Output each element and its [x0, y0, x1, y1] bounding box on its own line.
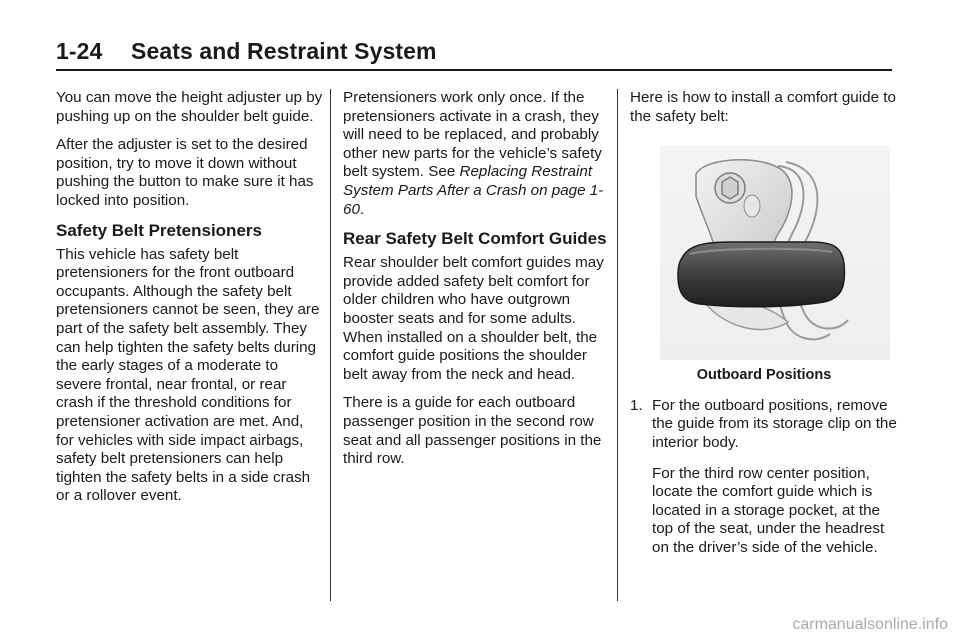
step-1-text: For the outboard positions, remove the guide from its storage clip on the interior body. — [652, 396, 897, 451]
paragraph-comfort-guides: Rear shoulder belt comfort guides may provide added safety belt comfort for older children who have outgrown booster seats and for some adults. When installed on a shoulder belt, the comfort guide positions the shoulder belt away from the neck and head. — [343, 254, 604, 383]
section-title: Seats and Restraint System — [131, 38, 437, 64]
column-divider-2 — [617, 89, 618, 601]
step-1-subtext: For the third row center position, locate the comfort guide which is located in a storage pocket, at the top of the seat, under the headrest on the driver’s side of the vehicle. — [652, 464, 885, 556]
comfort-guide-drawing — [660, 146, 890, 360]
pretensioners-text-end: . — [359, 200, 365, 218]
paragraph-guide-positions: There is a guide for each outboard passenger position in the second row seat and all passenger positions in the third row. — [343, 394, 602, 468]
comfort-guide-illustration — [660, 146, 890, 360]
paragraph-install-intro: Here is how to install a comfort guide to the safety belt: — [630, 89, 896, 125]
figure-caption: Outboard Positions — [696, 367, 832, 384]
heading-pretensioners: Safety Belt Pretensioners — [56, 220, 262, 240]
column-2 — [343, 89, 611, 479]
header-text — [56, 38, 892, 65]
column-3 — [630, 89, 898, 568]
step-1-number: 1. — [630, 396, 643, 414]
header-rule — [56, 69, 892, 71]
page-number: 1-24 — [56, 38, 103, 64]
cross-reference-link[interactable]: Replacing Restraint System Parts After a Crash on page 1-60 — [343, 163, 604, 218]
step-1 — [630, 397, 898, 453]
paragraph-adjuster-lock: After the adjuster is set to the desired position, try to move it down without pushing the button to make sure it has locked into position. — [56, 136, 314, 209]
pretensioners-text: Pretensioners work only once. If the pretensioners activate in a crash, they will need to be replaced, and probably other new parts for the vehicle’s safety belt system. See — [343, 89, 602, 181]
page-header — [56, 38, 892, 65]
paragraph-height-adjuster: You can move the height adjuster up by pushing up on the shoulder belt guide. — [56, 89, 323, 125]
heading-comfort-guides: Rear Safety Belt Comfort Guides — [343, 229, 607, 249]
column-divider-1 — [330, 89, 331, 601]
paragraph-pretensioners-once — [343, 89, 611, 219]
watermark: carmanualsonline.info — [792, 616, 948, 633]
column-1 — [56, 89, 324, 516]
paragraph-pretensioners: This vehicle has safety belt pretensioners for the front outboard occupants. Although the safety belt pretensioners cannot be seen, they are part of the safety belt assembly. They can help tighten the safety belts during the early stages of a moderate to severe frontal, near frontal, or rear crash if the threshold conditions for pretensioner activation are met. And, for vehicles with side impact airbags, safety belt pretensioners can help tighten the safety belts in a side crash or a rollover event. — [56, 245, 320, 505]
